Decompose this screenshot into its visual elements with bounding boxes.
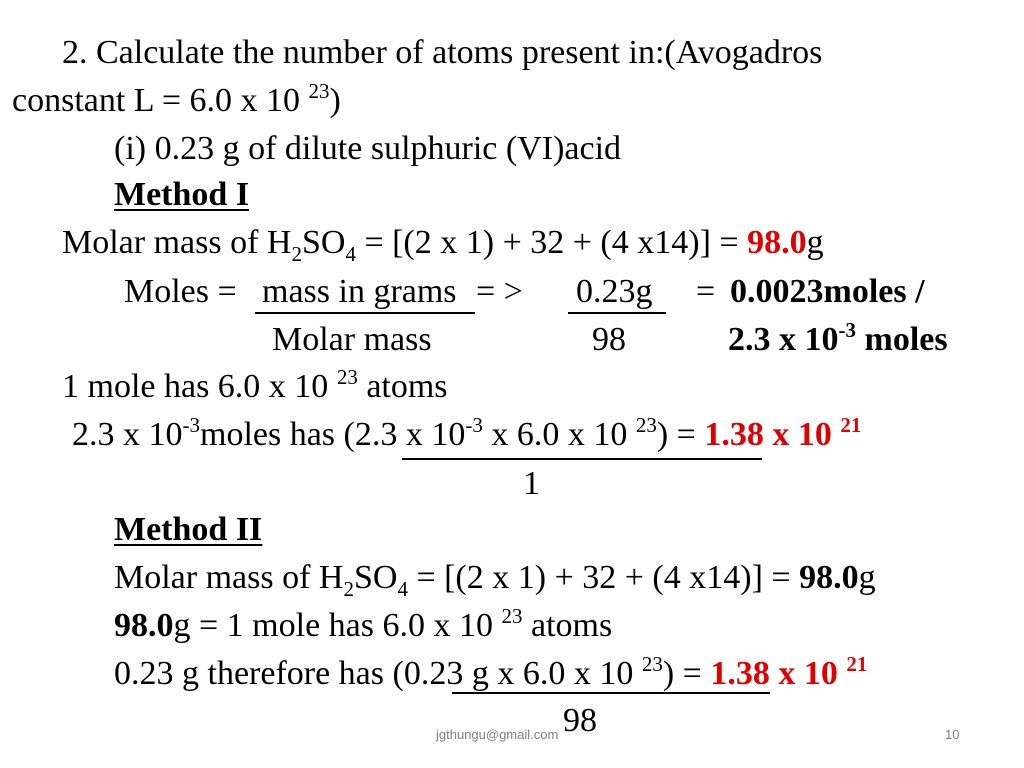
method-2-molar-mass: Molar mass of $H_2SO_4 = [(2$ x 1) + 32 + (4 x14)] = 98.0g xyxy=(114,559,876,601)
question-line-1: 2. Calculate the number of atoms present in:(Avogadros xyxy=(62,34,823,71)
method-1-fraction-bar-2 xyxy=(568,312,666,314)
method-1-moles-result-2: 2.3 x $10^{-3}$ moles xyxy=(728,317,948,358)
method-1-moles-numerator: mass in grams xyxy=(262,273,457,310)
method-1-moles-prefix: Moles = xyxy=(124,273,237,310)
page-number: 10 xyxy=(945,727,960,742)
method-1-heading: Method I xyxy=(114,176,250,213)
method-1-answer: 1.38 x 10 $^{21}$ xyxy=(704,412,862,453)
method-2-denominator: 98 xyxy=(563,702,597,739)
method-1-moles-result: 0.0023moles / xyxy=(730,273,925,310)
method-1-fraction-bar-1 xyxy=(255,312,475,314)
method-1-atoms-denominator: 1 xyxy=(523,465,540,502)
method-2-fraction-bar xyxy=(452,692,770,694)
method-1-moles-denominator: Molar mass xyxy=(272,321,432,358)
method-1-atoms: 2.3 x $10^{-3}moles$ has (2.3 x $10^{-3}$ x 6.0 x 10 $^{23}$) = 1.38 x 10 $^{21}$ xyxy=(72,412,862,453)
method-1-moles-denominator-2: 98 xyxy=(592,321,626,358)
method-2-heading: Method II xyxy=(114,511,263,548)
method-2-answer: 1.38 x 10 $^{21}$ xyxy=(710,651,868,692)
method-1-moles-equals: = xyxy=(696,273,716,310)
method-2-numerator: 0.23 g x 6.0 x 10 $^{23}$ xyxy=(403,651,663,692)
method-1-molar-mass: Molar mass of $H_2SO_4 = [(2$ x 1) + 32 + (4 x14)] = 98.0g xyxy=(62,224,824,266)
question-line-2: constant L = 6.0 x 10 $^{23}$) xyxy=(12,78,341,119)
question-part-i: (i) 0.23 g of dilute sulphuric (VI)acid xyxy=(114,130,622,167)
method-1-moles-numerator-2: 0.23g xyxy=(576,273,653,310)
method-1-fraction-bar-3 xyxy=(402,458,762,460)
method-1-moles-arrow: = > xyxy=(476,273,523,310)
footer-email: jgthungu@gmail.com xyxy=(436,727,559,742)
method-1-one-mole: 1 mole has 6.0 x 10 $^{23}$ atoms xyxy=(62,364,448,405)
method-2-mole-line: 98.0g = 1 mole has 6.0 x 10 $^{23}$ atoms xyxy=(114,603,613,644)
method-1-atoms-numerator: 2.3 x $10^{-3}$ x 6.0 x 10 $^{23}$ xyxy=(354,412,657,453)
method-2-therefore: 0.23 g therefore has (0.23 g x 6.0 x 10 $^{23}$) = 1.38 x 10 $^{21}$ xyxy=(114,651,868,692)
